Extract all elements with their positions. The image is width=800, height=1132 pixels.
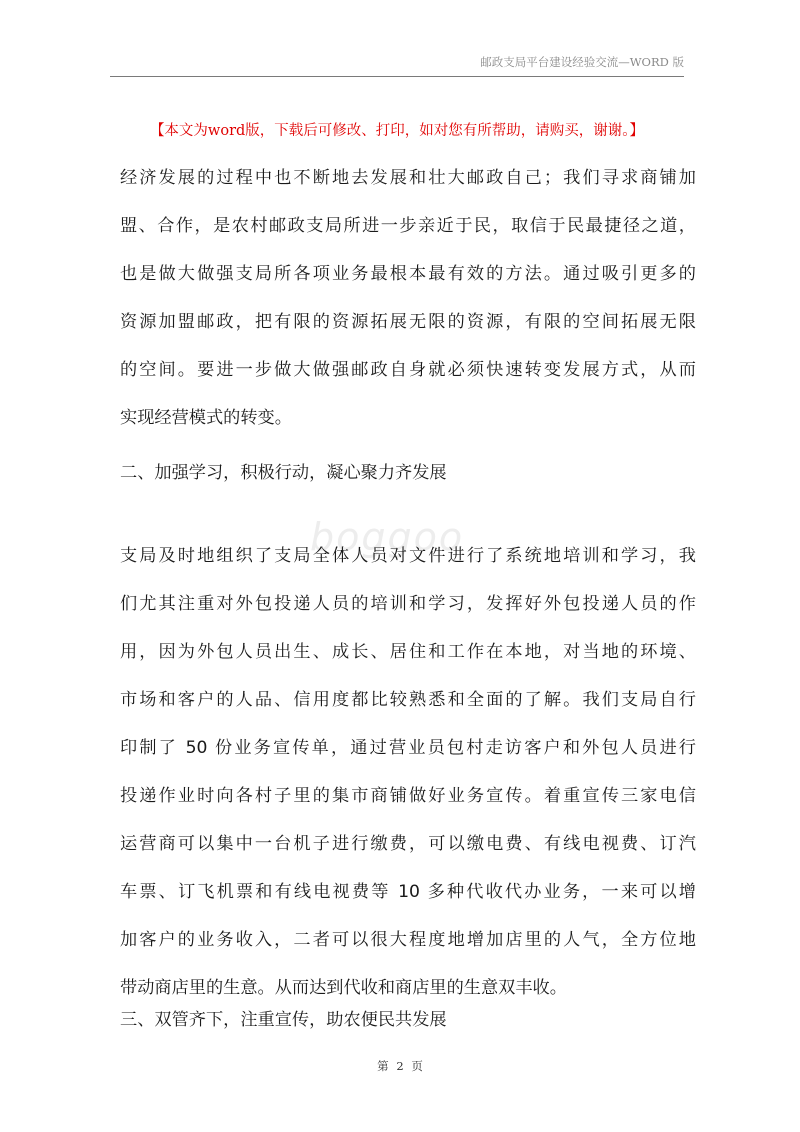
paragraph-1-line-3: 也是做大做强支局所各项业务最根本最有效的方法。通过吸引更多的 xyxy=(120,264,696,284)
purchase-notice: 【本文为word版，下载后可修改、打印，如对您有所帮助，请购买，谢谢。】 xyxy=(149,123,645,139)
paragraph-2-line-2: 们尤其注重对外包投递人员的培训和学习，发挥好外包投递人员的作 xyxy=(120,594,696,614)
paragraph-2-line-4: 市场和客户的人品、信用度都比较熟悉和全面的了解。我们支局自行 xyxy=(120,690,696,710)
paragraph-2-line-6: 投递作业时向各村子里的集市商铺做好业务宣传。着重宣传三家电信 xyxy=(120,786,696,806)
paragraph-1-line-5: 的空间。要进一步做大做强邮政自身就必须快速转变发展方式，从而 xyxy=(120,360,696,380)
page-footer xyxy=(0,1058,800,1074)
paragraph-2-line-1: 支局及时地组织了支局全体人员对文件进行了系统地培训和学习，我 xyxy=(120,546,696,566)
paragraph-1-line-1: 经济发展的过程中也不断地去发展和壮大邮政自己；我们寻求商铺加 xyxy=(120,168,696,188)
section-heading-2: 二、加强学习，积极行动，凝心聚力齐发展 xyxy=(120,463,447,483)
paragraph-2-line-7: 运营商可以集中一台机子进行缴费，可以缴电费、有线电视费、订汽 xyxy=(120,834,696,854)
section-heading-3: 三、双管齐下，注重宣传，助农便民共发展 xyxy=(120,1010,447,1030)
paragraph-1-line-6: 实现经营模式的转变。 xyxy=(120,408,292,428)
paragraph-2-line-3: 用，因为外包人员出生、成长、居住和工作在本地，对当地的环境、 xyxy=(120,642,696,662)
paragraph-1-line-4: 资源加盟邮政，把有限的资源拓展无限的资源，有限的空间拓展无限 xyxy=(120,312,696,332)
paragraph-2-line-8: 车票、订飞机票和有线电视费等 10 多种代收代办业务，一来可以增 xyxy=(120,882,696,902)
paragraph-2-line-5: 印制了 50 份业务宣传单，通过营业员包村走访客户和外包人员进行 xyxy=(120,738,696,758)
page-number: 2 xyxy=(396,1059,404,1073)
page-number-prefix: 第 xyxy=(377,1059,389,1073)
header-divider xyxy=(110,76,684,77)
page-header-title: 邮政支局平台建设经验交流—WORD 版 xyxy=(480,55,684,69)
paragraph-1-line-2: 盟、合作，是农村邮政支局所进一步亲近于民，取信于民最捷径之道， xyxy=(120,216,696,236)
paragraph-2-line-10: 带动商店里的生意。从而达到代收和商店里的生意双丰收。 xyxy=(120,978,567,998)
page-number-suffix: 页 xyxy=(411,1059,423,1073)
paragraph-2-line-9: 加客户的业务收入，二者可以很大程度地增加店里的人气，全方位地 xyxy=(120,930,696,950)
watermark-logo: boggoo xyxy=(310,515,465,559)
